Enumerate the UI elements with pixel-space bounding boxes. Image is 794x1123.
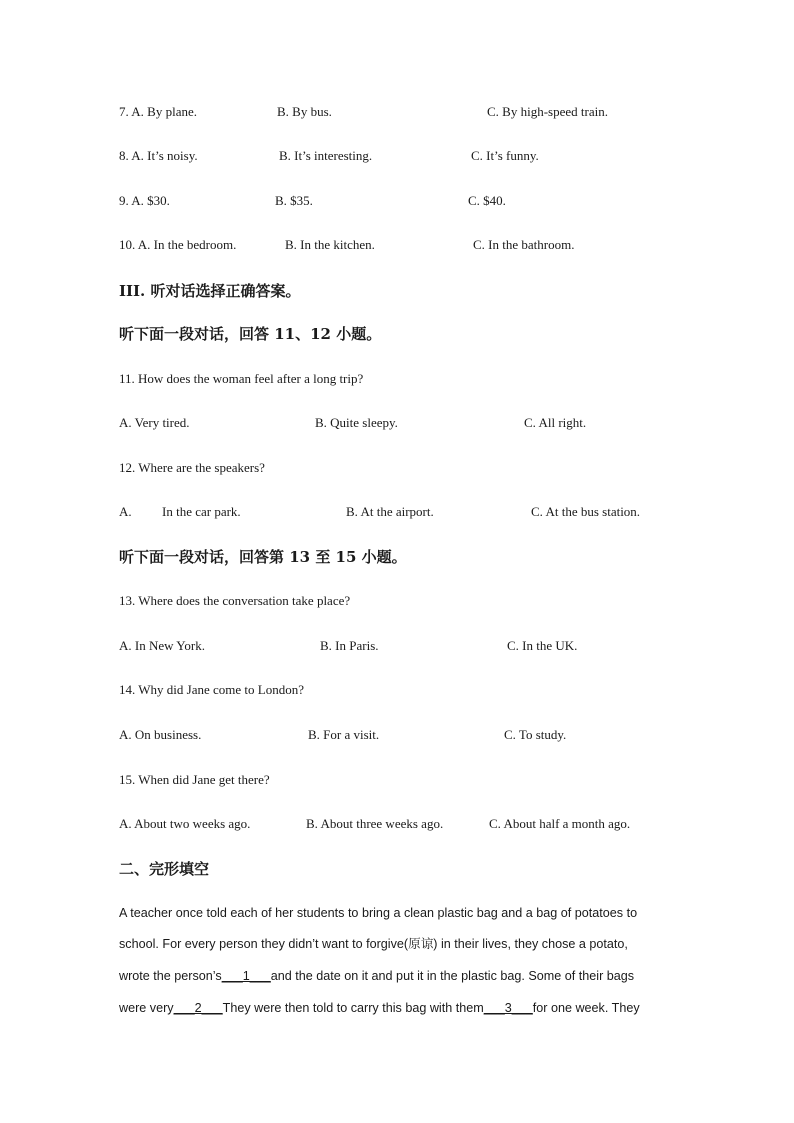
options-row-11 <box>119 413 679 433</box>
passage-line: school. For every person they didn’t want to forgive(原谅) in their lives, they chose a potato, <box>119 937 628 951</box>
option-c: C. To study. <box>504 727 567 742</box>
blank-3: ___3___ <box>483 1001 533 1015</box>
option-a: A. About two weeks ago. <box>119 816 251 831</box>
question-12: 12. Where are the speakers? <box>119 460 265 475</box>
option-c: C. All right. <box>524 415 587 430</box>
question-13: 13. Where does the conversation take place? <box>119 593 351 608</box>
option-c: C. In the bathroom. <box>473 237 575 252</box>
question-15: 15. When did Jane get there? <box>119 772 270 787</box>
option-a: 9. A. $30. <box>119 193 170 208</box>
passage-line: A teacher once told each of her students to bring a clean plastic bag and a bag of potatoes to <box>119 906 638 920</box>
passage-text: for one week. They <box>532 1001 640 1015</box>
options-row-10 <box>119 235 679 255</box>
passage-text: and the date on it and put it in the plastic bag. Some of their bags <box>270 969 635 983</box>
options-row-12 <box>119 502 679 522</box>
question-14: 14. Why did Jane come to London? <box>119 682 304 697</box>
group-heading: 听下面一段对话，回答 11、12 小题。 <box>119 325 382 343</box>
option-c: C. In the UK. <box>507 638 578 653</box>
blank-1: ___1___ <box>221 969 271 983</box>
option-b: B. It’s interesting. <box>279 148 373 163</box>
passage-line <box>119 998 664 1018</box>
option-a-label: A. <box>119 504 132 519</box>
option-c: C. At the bus station. <box>531 504 641 519</box>
option-a: A. Very tired. <box>119 415 190 430</box>
cloze-heading: 二、完形填空 <box>119 860 210 878</box>
option-a: A. On business. <box>119 727 202 742</box>
group-heading: 听下面一段对话，回答第 13 至 15 小题。 <box>119 548 407 566</box>
option-b: B. Quite sleepy. <box>315 415 398 430</box>
option-b: B. By bus. <box>277 104 332 119</box>
passage-text: They were then told to carry this bag with them <box>222 1001 484 1015</box>
options-row-9 <box>119 191 679 211</box>
option-b: B. In Paris. <box>320 638 379 653</box>
option-c: C. About half a month ago. <box>489 816 631 831</box>
passage-line <box>119 966 664 986</box>
options-row-15 <box>119 814 679 834</box>
option-a: 8. A. It’s noisy. <box>119 148 198 163</box>
option-c: C. It’s funny. <box>471 148 539 163</box>
option-b: B. About three weeks ago. <box>306 816 444 831</box>
blank-2: ___2___ <box>173 1001 223 1015</box>
option-b: B. For a visit. <box>308 727 380 742</box>
option-b: B. $35. <box>275 193 313 208</box>
question-11: 11. How does the woman feel after a long trip? <box>119 371 364 386</box>
passage-text: were very <box>119 1001 174 1015</box>
options-row-14 <box>119 725 679 745</box>
option-a: 10. A. In the bedroom. <box>119 237 237 252</box>
section-heading: III. 听对话选择正确答案。 <box>119 282 301 300</box>
option-a: 7. A. By plane. <box>119 104 197 119</box>
option-c: C. $40. <box>468 193 506 208</box>
option-c: C. By high-speed train. <box>487 104 608 119</box>
option-a: A. In New York. <box>119 638 205 653</box>
options-row-13 <box>119 636 679 656</box>
option-b: B. At the airport. <box>346 504 434 519</box>
options-row-7 <box>119 102 679 122</box>
options-row-8 <box>119 146 679 166</box>
option-b: B. In the kitchen. <box>285 237 375 252</box>
passage-text: wrote the person’s <box>119 969 222 983</box>
option-a: In the car park. <box>162 504 241 519</box>
